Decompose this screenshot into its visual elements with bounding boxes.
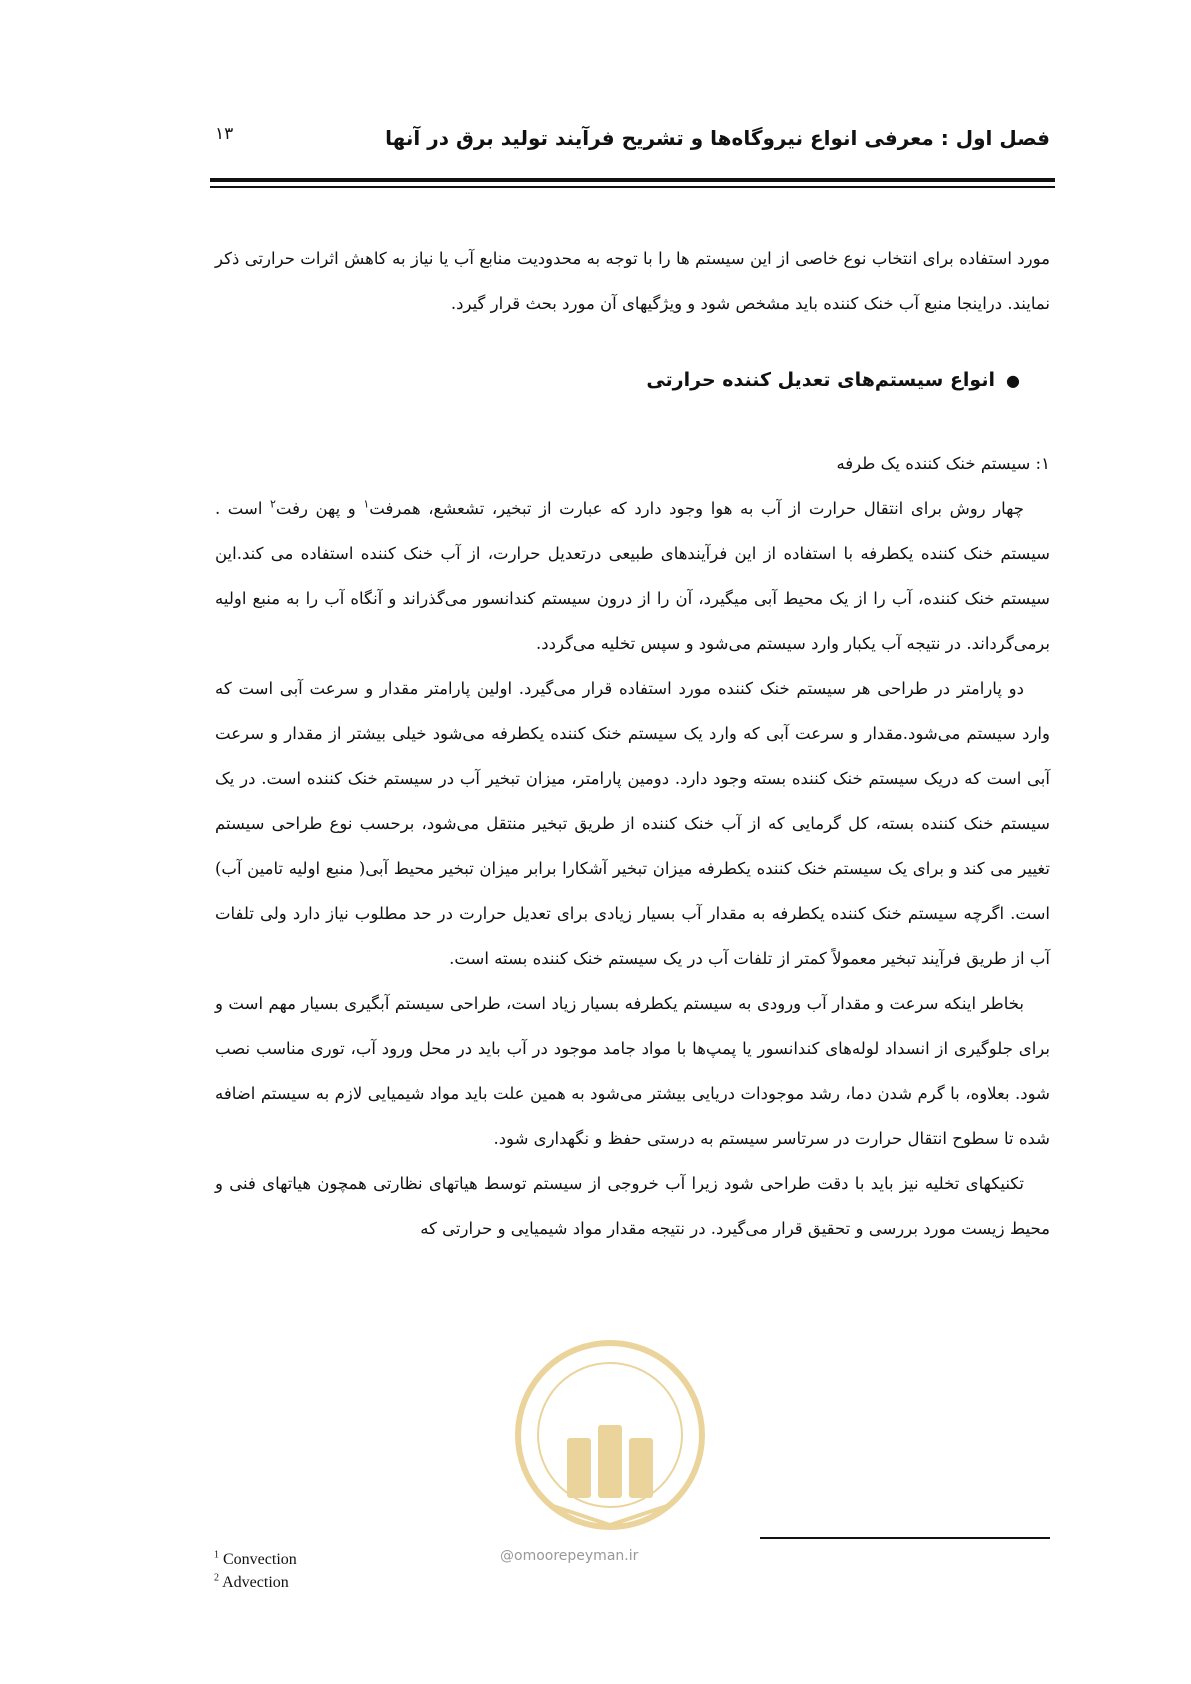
header-rule-thick — [210, 178, 1055, 182]
section-heading — [215, 358, 1050, 403]
header-rule-thin — [210, 186, 1055, 188]
footnote-rule — [760, 1537, 1050, 1539]
footnote-1-text: Convection — [223, 1551, 297, 1568]
chapter-title: فصل اول : معرفی انواع نیروگاه‌ها و تشریح فرآیند تولید برق در آنها — [385, 126, 1050, 150]
footnote-1-number: 1 — [214, 1549, 219, 1561]
footnote-2 — [214, 1571, 297, 1594]
body-text — [215, 236, 1050, 1251]
paragraph-4: تکنیکهای تخلیه نیز باید با دقت طراحی شود زیرا آب خروجی از سیستم توسط هیاتهای نظارتی همچون هیاتهای فنی و محیط زیست مورد بررسی و تحقیق قرار می‌گیرد. در نتیجه مقدار مواد شیمیایی و حرارتی که — [215, 1174, 1050, 1238]
footnote-ref-2: ۲ — [269, 497, 276, 511]
page-header — [205, 118, 1050, 158]
footnotes — [214, 1548, 297, 1594]
section-heading-text: انواع سیستم‌های تعدیل کننده حرارتی — [646, 369, 995, 391]
bullet-icon: ● — [1006, 371, 1020, 390]
footnote-1 — [214, 1548, 297, 1571]
subsection-heading: ۱: سیستم خنک کننده یک طرفه — [836, 454, 1050, 473]
footnote-2-number: 2 — [214, 1572, 219, 1584]
footnote-ref-1: ۱ — [363, 497, 370, 511]
paragraph-1-part1: چهار روش برای انتقال حرارت از آب به هوا وجود دارد که عبارت از تبخیر، تشعشع، همرفت — [369, 499, 1024, 518]
footnote-2-text: Advection — [222, 1574, 289, 1591]
paragraph-3: بخاطر اینکه سرعت و مقدار آب ورودی به سیستم یکطرفه بسیار زیاد است، طراحی سیستم آبگیری بسیار مهم است و برای جلوگیری از انسداد لوله‌های کندانسور یا پمپ‌ها با مواد جامد موجود در آب باید در محل ورود آب، توری مناسب نصب شود. بعلاوه، با گرم شدن دما، رشد موجودات دریایی بیشتر می‌شود به همین علت باید مواد شیمیایی لازم به سیستم اضافه شده تا سطوح انتقال حرارت در سرتاسر سیستم به درستی حفظ و نگهداری شود. — [215, 994, 1050, 1148]
paragraph-1 — [215, 486, 1050, 666]
page-number: ۱۳ — [215, 124, 234, 144]
paragraph-1-part2: و پهن رفت — [275, 499, 364, 518]
watermark-url: @omoorepeyman.ir — [500, 1548, 639, 1564]
watermark-logo — [505, 1330, 715, 1550]
intro-paragraph: مورد استفاده برای انتخاب نوع خاصی از این سیستم ها را با توجه به محدودیت منابع آب یا نیاز به کاهش اثرات حرارتی ذکر نمایند. دراینجا منبع آب خنک کننده باید مشخص شود و ویژگیهای آن مورد بحث قرار گیرد. — [215, 249, 1050, 313]
paragraph-1-part3: است . سیستم خنک کننده یکطرفه با استفاده از این فرآیندهای طبیعی درتعدیل حرارت، از آب خنک کننده استفاده می کند.این سیستم خنک کننده، آب را از یک محیط آبی میگیرد، آن را از درون سیستم کندانسور می‌گذراند و آنگاه آب را به منبع اولیه برمی‌گرداند. در نتیجه آب یکبار وارد سیستم می‌شود و سپس تخلیه می‌گردد. — [215, 499, 1050, 653]
paragraph-2: دو پارامتر در طراحی هر سیستم خنک کننده مورد استفاده قرار می‌گیرد. اولین پارامتر مقدار و سرعت آبی است که وارد سیستم می‌شود.مقدار و سرعت آبی که وارد یک سیستم خنک کننده یکطرفه می‌شود خیلی بیشتر از مقدار و سرعت آبی است که دریک سیستم خنک کننده بسته وجود دارد. دومین پارامتر، میزان تبخیر آب در سیستم خنک کننده است. در یک سیستم خنک کننده بسته، کل گرمایی که از آب خنک کننده از طریق تبخیر منتقل می‌شود، برحسب نوع طراحی سیستم تغییر می کند و برای یک سیستم خنک کننده یکطرفه میزان تبخیر آشکارا برابر میزان تبخیر محیط آبی( منبع اولیه تامین آب) است. اگرچه سیستم خنک کننده یکطرفه به مقدار آب بسیار زیادی برای تعدیل حرارت در حد مطلوب نیاز دارد ولی تلفات آب از طریق فرآیند تبخیر معمولاً کمتر از تلفات آب در یک سیستم خنک کننده بسته است. — [215, 679, 1050, 968]
